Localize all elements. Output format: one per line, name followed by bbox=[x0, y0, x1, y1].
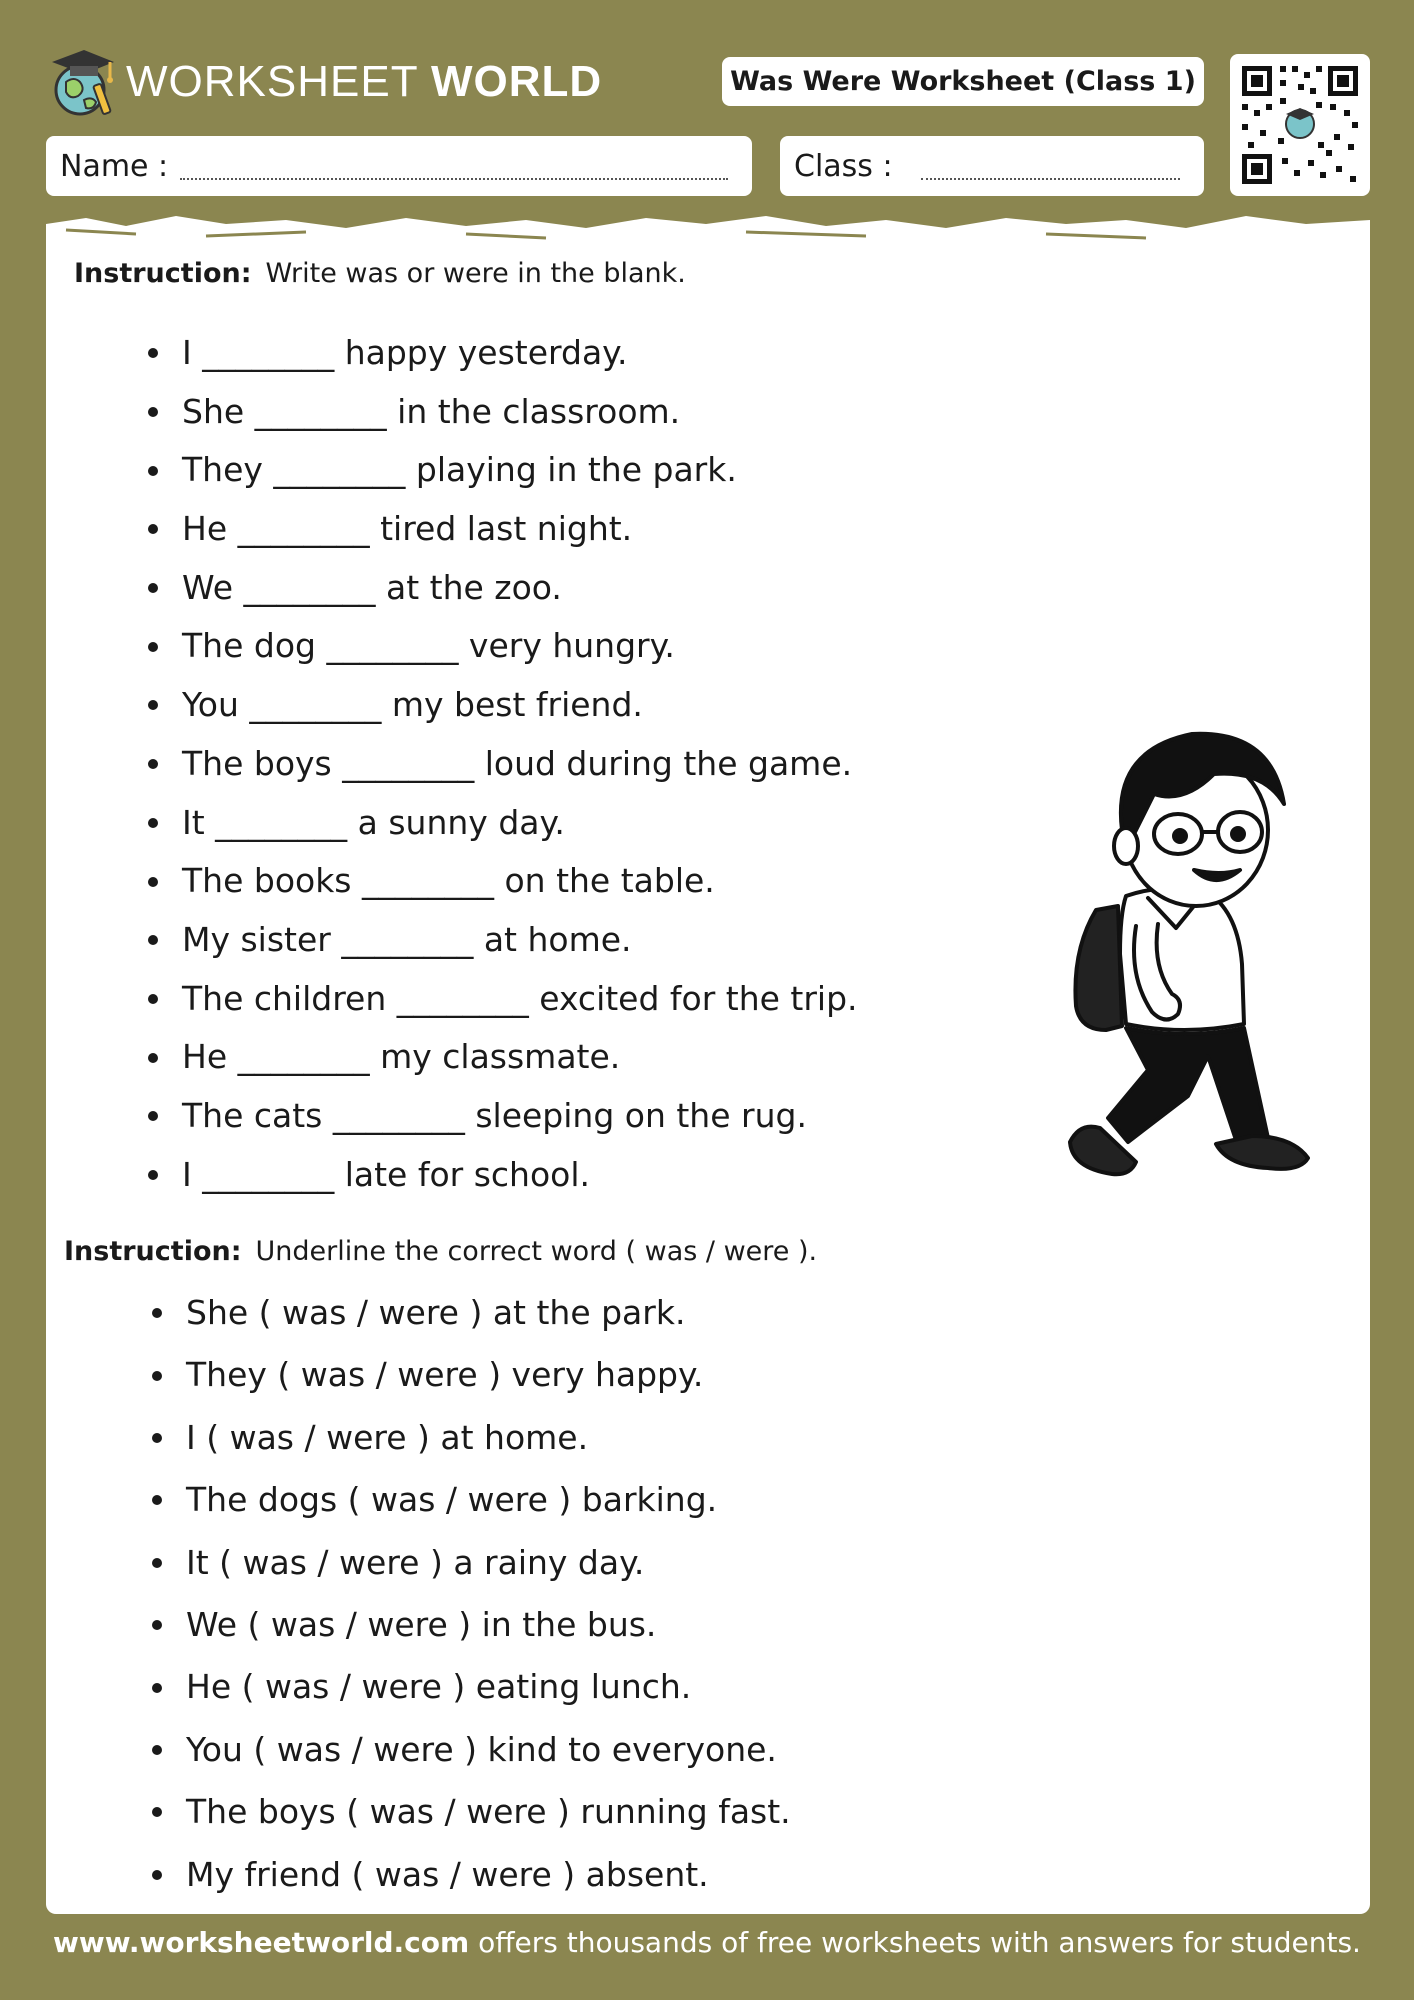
list-item: The books ________ on the table. bbox=[148, 852, 858, 911]
list-item: He ________ tired last night. bbox=[148, 500, 858, 559]
list-item: We ( was / were ) in the bus. bbox=[152, 1594, 791, 1656]
list-item: It ________ a sunny day. bbox=[148, 794, 858, 853]
list-item: I ( was / were ) at home. bbox=[152, 1407, 791, 1469]
list-item: She ( was / were ) at the park. bbox=[152, 1282, 791, 1344]
worksheet-title-text: Was Were Worksheet (Class 1) bbox=[730, 66, 1196, 97]
footer bbox=[0, 1926, 1414, 1959]
instruction-2 bbox=[64, 1236, 817, 1267]
list-item: You ________ my best friend. bbox=[148, 676, 858, 735]
list-item: The children ________ excited for the trip. bbox=[148, 970, 858, 1029]
fill-blank-list bbox=[148, 324, 858, 1204]
list-item: The boys ________ loud during the game. bbox=[148, 735, 858, 794]
class-field[interactable] bbox=[780, 136, 1204, 196]
list-item: I ________ happy yesterday. bbox=[148, 324, 858, 383]
list-item: The boys ( was / were ) running fast. bbox=[152, 1781, 791, 1843]
list-item: They ( was / were ) very happy. bbox=[152, 1344, 791, 1406]
instruction-2-label: Instruction: bbox=[64, 1236, 242, 1267]
worksheet-title bbox=[722, 57, 1204, 106]
name-field[interactable] bbox=[46, 136, 752, 196]
torn-paper-edge bbox=[46, 214, 1370, 250]
class-label: Class : bbox=[794, 148, 893, 184]
qr-code bbox=[1230, 54, 1370, 196]
name-label: Name : bbox=[60, 148, 169, 184]
boy-illustration bbox=[1056, 720, 1314, 1196]
underline-word-list bbox=[152, 1282, 791, 1906]
list-item: I ________ late for school. bbox=[148, 1146, 858, 1205]
instruction-1-label: Instruction: bbox=[74, 258, 252, 289]
list-item: My sister ________ at home. bbox=[148, 911, 858, 970]
instruction-1-text: Write was or were in the blank. bbox=[265, 258, 686, 289]
list-item: The dogs ( was / were ) barking. bbox=[152, 1469, 791, 1531]
footer-site-link[interactable]: www.worksheetworld.com bbox=[53, 1926, 470, 1959]
list-item: He ________ my classmate. bbox=[148, 1028, 858, 1087]
list-item: You ( was / were ) kind to everyone. bbox=[152, 1719, 791, 1781]
footer-text: offers thousands of free worksheets with answers for students. bbox=[469, 1926, 1361, 1959]
instruction-2-text: Underline the correct word ( was / were ). bbox=[255, 1236, 818, 1267]
list-item: He ( was / were ) eating lunch. bbox=[152, 1656, 791, 1718]
logo-globe-icon bbox=[44, 44, 118, 120]
logo-word-worksheet: WORKSHEET bbox=[126, 57, 418, 106]
list-item: It ( was / were ) a rainy day. bbox=[152, 1532, 791, 1594]
list-item: The cats ________ sleeping on the rug. bbox=[148, 1087, 858, 1146]
logo-word-world: WORLD bbox=[431, 57, 603, 106]
list-item: We ________ at the zoo. bbox=[148, 559, 858, 618]
list-item: My friend ( was / were ) absent. bbox=[152, 1844, 791, 1906]
name-input-line[interactable] bbox=[180, 152, 728, 180]
list-item: She ________ in the classroom. bbox=[148, 383, 858, 442]
class-input-line[interactable] bbox=[921, 152, 1180, 180]
qr-code-graphic bbox=[1230, 54, 1370, 196]
logo bbox=[44, 42, 602, 122]
list-item: The dog ________ very hungry. bbox=[148, 617, 858, 676]
list-item: They ________ playing in the park. bbox=[148, 441, 858, 500]
instruction-1 bbox=[74, 258, 686, 289]
